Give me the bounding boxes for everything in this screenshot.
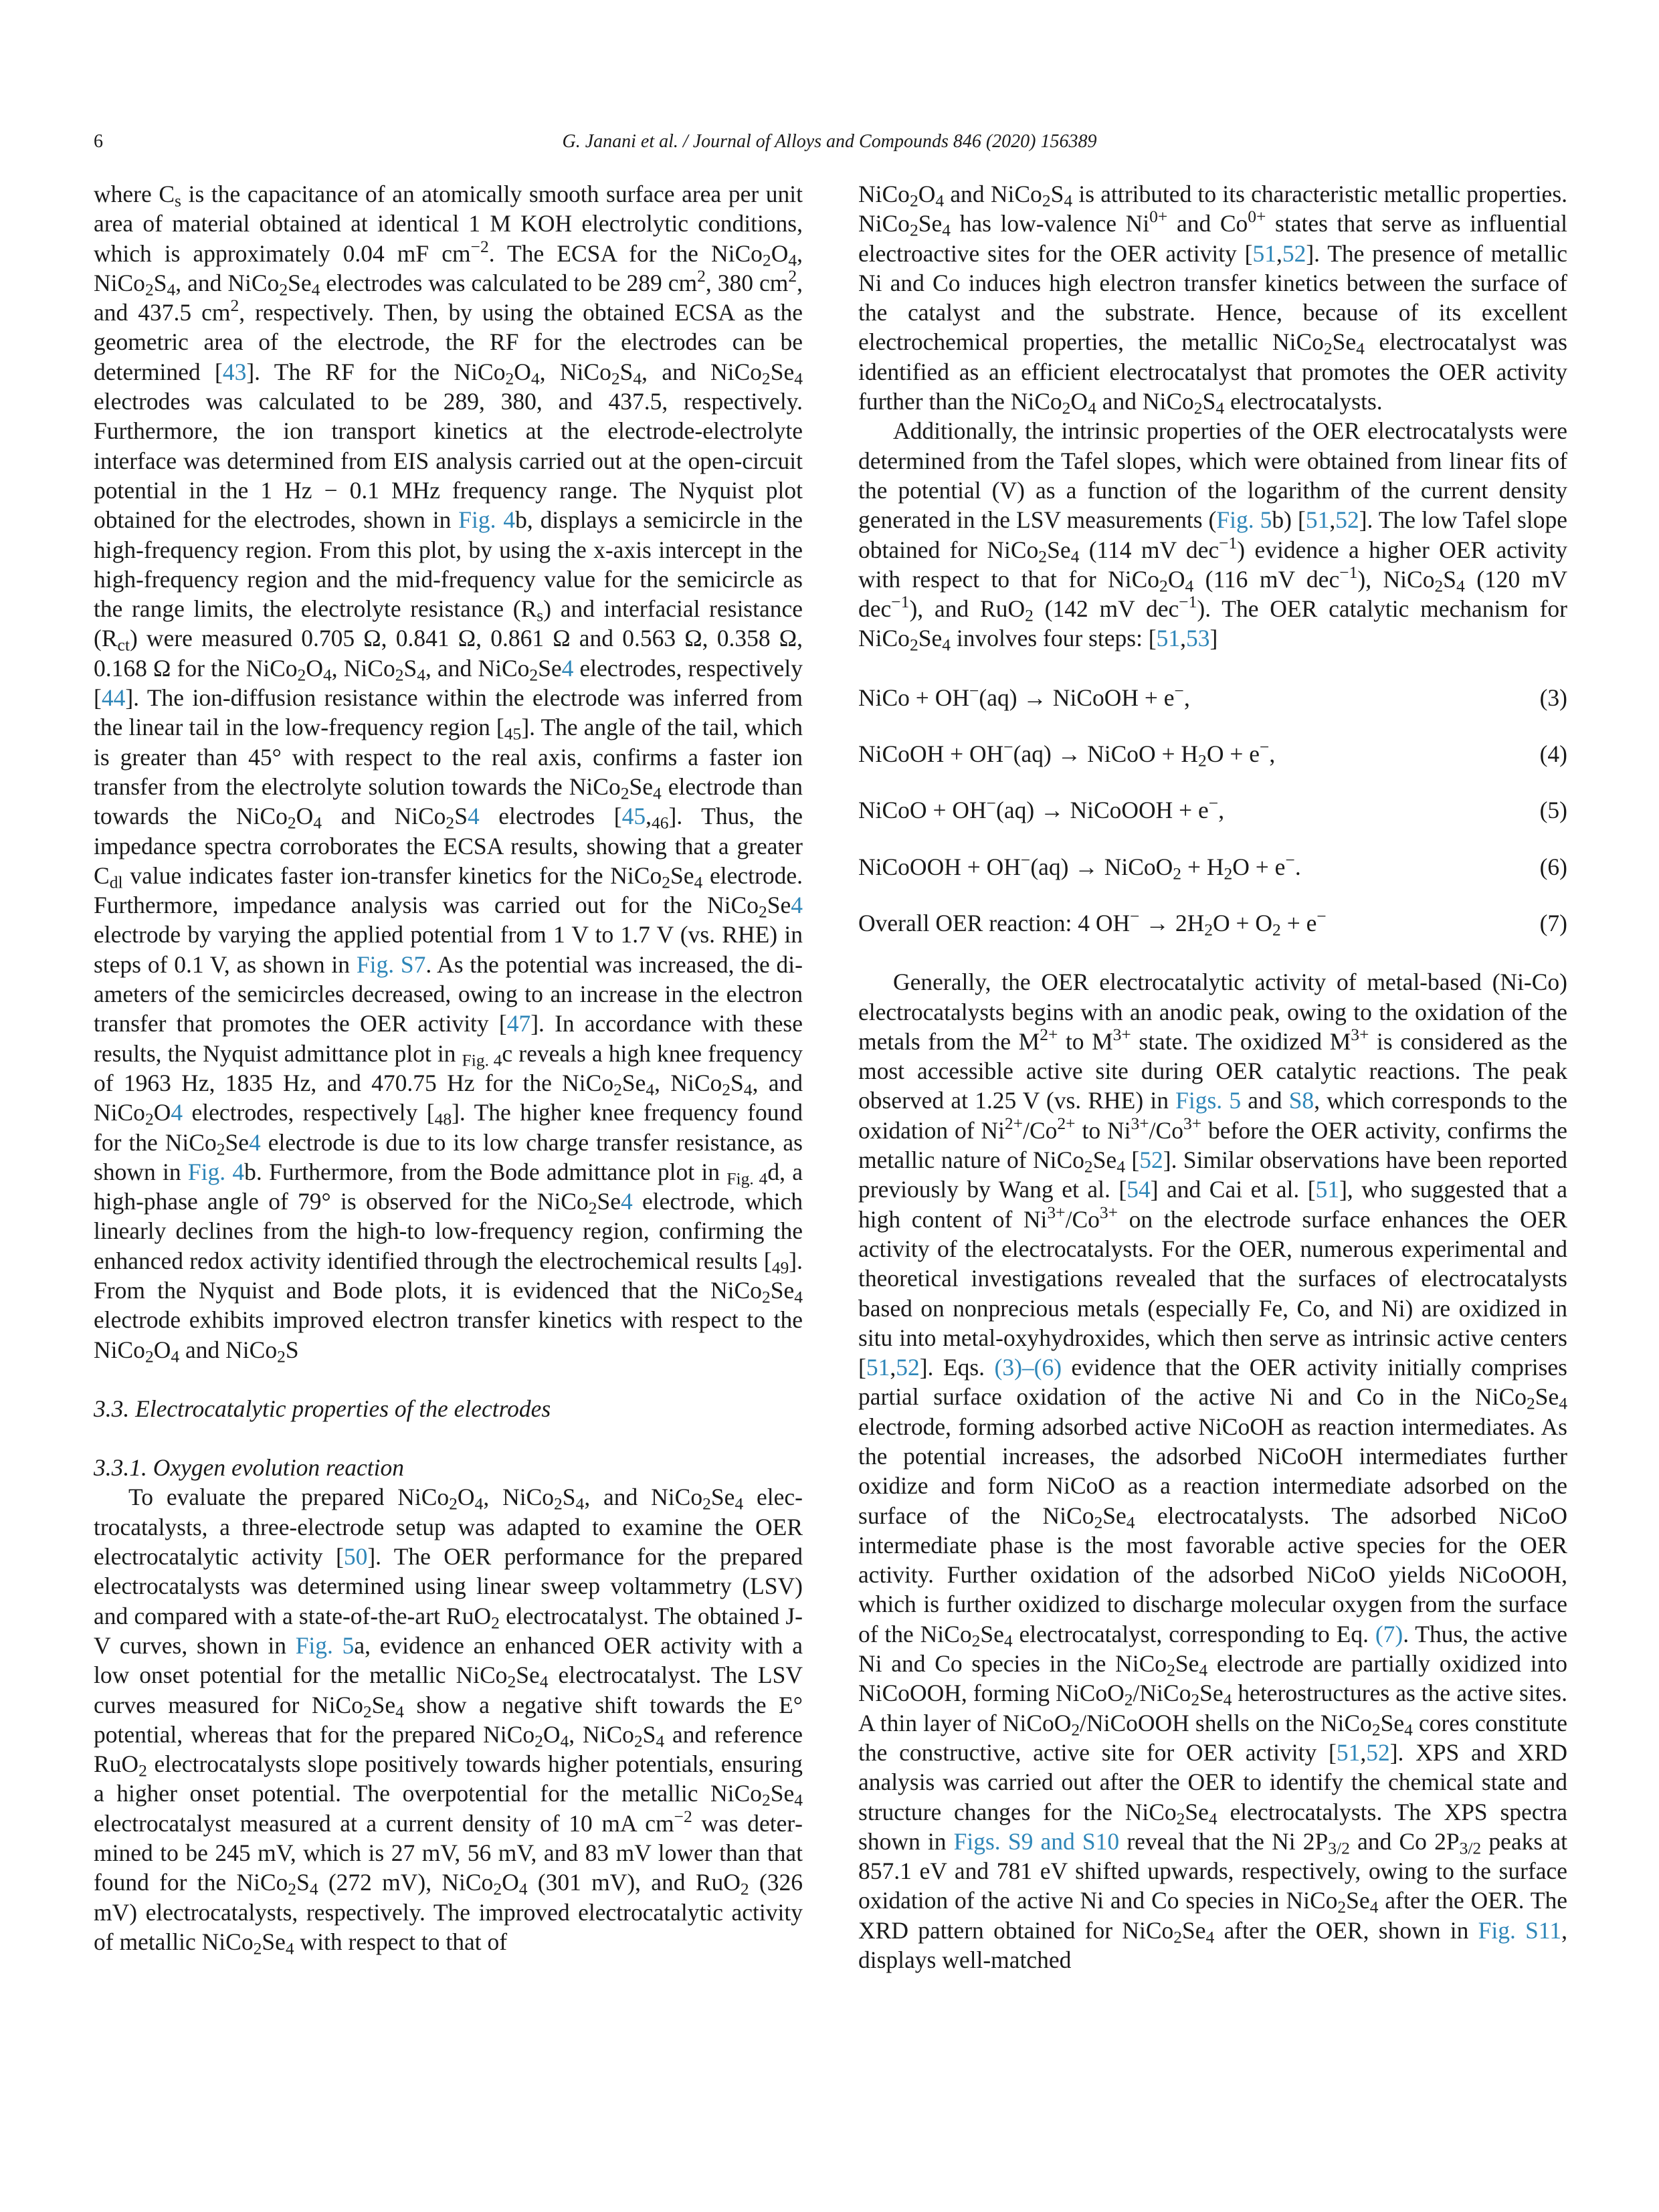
equation-number: (5) [1539,797,1567,824]
ref-link[interactable]: 51 [1315,1176,1340,1203]
figure-link[interactable]: 4 [249,1128,261,1156]
equation-3 [858,680,1567,712]
equation-number: (4) [1539,740,1567,768]
running-title: G. Janani et al. / Journal of Alloys and Compounds 846 (2020) 156389 [562,131,1097,152]
figure-link[interactable]: Fig. 5 [1216,506,1272,534]
paragraph-tafel: Additionally, the intrinsic properties of the OER electrocatalysts were determined from the Tafel slopes, which were obtained from linear fits of the potential (V) as a function of the logarithm of the current density generated in the LSV measurements (Fig. 5b) [51,52]. The low Tafel slope obtained for $NiCo_2Se_4$ (114 mV dec$^{-1}$) evidence a higher OER activity with respect to that for $NiCo_2O_4$ (116 mV dec$^{-1}$), $NiCo_2S_4$ (120 mV dec$^{-1}$), and RuO$_2$ (142 mV dec$^{-1}$). The OER catalytic mechanism for $NiCo_2Se_4$ involves four steps: [51,53] [858,417,1567,655]
figure-link[interactable]: 47 [506,1010,531,1037]
equation-number: (3) [1539,684,1567,711]
equation-body: Overall OER reaction: 4 $OH^- \to 2H_2O + O_2 + e^-$ [858,906,1327,940]
equation-body: NiCoOH + OH−(aq) → NiCoO + $H_2O + e^-$, [858,737,1276,771]
section-heading: 3.3. Electrocatalytic properties of the electrodes [94,1395,551,1422]
subsection-heading: 3.3.1. Oxygen evolution reaction [94,1454,404,1482]
equation-body: NiCo + OH−(aq) → NiCoOH + e−, [858,680,1190,711]
left-column [94,179,803,1956]
ref-link[interactable]: 51 [1305,506,1330,534]
ref-link[interactable]: 52 [1282,239,1306,267]
paragraph-metallic: $NiCo_2O_4$ and $NiCo_2S_4$ is attributed to its characteristic metallic properties. $NiCo_2Se_4$ has low-valence $Ni^{0+}$ and $Co^{0+}$ states that serve as influential electroactive sites for the OER activity [51,52]. The presence of metallic Ni and Co induces high electron transfer kinetics between the surface of the catalyst and the substrate. Hence, because of its excellent electrochemical properties, the metallic $NiCo_2Se_4$ electrocatalyst was identified as an efficient electrocatalyst that promotes the OER activity further than the $NiCo_2O_4$ and $NiCo_2S_4$ electrocatalysts. [858,181,1568,418]
ref-link[interactable]: Fig. S7 [356,950,426,978]
equation-number: (6) [1539,853,1567,880]
ref-link[interactable]: 52 [1335,506,1359,534]
ref-link[interactable]: 54 [1127,1176,1151,1203]
equation-number: (7) [1539,909,1567,936]
right-column [858,179,1567,1975]
ref-link[interactable]: 4 [467,803,480,830]
ref-link[interactable]: 45 [621,803,646,830]
equation-6 [858,849,1567,884]
ref-link[interactable]: 51 [1336,1738,1361,1766]
equation-link[interactable]: (3)–(6) [994,1354,1062,1381]
figure-link[interactable]: Fig. 4 [187,1158,245,1185]
ref-link[interactable]: 53 [1186,625,1210,652]
figure-link[interactable]: Figs. 5 [1175,1087,1242,1114]
equation-link[interactable]: (7) [1375,1620,1403,1647]
ref-link[interactable]: 4 [171,1099,183,1126]
ref-link[interactable]: 43 [222,358,247,385]
figure-link[interactable]: Figs. S9 and S10 [953,1827,1120,1855]
ref-link[interactable]: 51 [1252,239,1276,267]
ref-link[interactable]: 44 [101,684,126,712]
ref-link[interactable]: 4 [620,1188,633,1215]
figure-link[interactable]: S8 [1288,1087,1314,1114]
ref-link[interactable]: 50 [343,1543,368,1571]
ref-link[interactable]: 51 [866,1354,890,1381]
page-header [0,131,1659,158]
ref-link[interactable]: 52 [896,1354,920,1381]
figure-link[interactable]: Fig. 5 [295,1631,355,1659]
paragraph-oer-lsv: To evaluate the prepared $NiCo_2O_4$, $NiCo_2S_4$, and $NiCo_2Se_4$ electrocatalysts, a three-electrode setup was adapted to examine the OER electrocatalytic activity [50]. The OER performance for the prepared electrocatalysts was determined using linear sweep voltammetry (LSV) and compared with a state-of-the-art RuO$_2$ electrocatalyst. The obtained J-V curves, shown in Fig. 5a, evidence an enhanced OER activity with a low onset potential for the metallic $NiCo_2Se_4$ electrocatalyst. The LSV curves measured for $NiCo_2Se_4$ show a negative shift towards the E° potential, whereas that for the prepared $NiCo_2O_4$, $NiCo_2S_4$ and reference RuO$_2$ electrocatalysts slope positively towards higher potentials, ensuring a higher onset potential. The overpotential for the metallic $NiCo_2Se_4$ electrocatalyst measured at a current density of 10 mA $cm^{-2}$ was determined to be 245 mV, which is 27 mV, 56 mV, and 83 mV lower than that found for the $NiCo_2S_4$ (272 mV), $NiCo_2O_4$ (301 mV), and RuO$_2$ (326 mV) electrocatalysts, respectively. The improved electrocatalytic activity of metallic $NiCo_2Se_4$ with respect to that of [94,1484,803,1958]
figure-link[interactable]: Fig. S11 [1478,1916,1562,1944]
equation-5 [858,795,1567,825]
equation-7 [858,908,1567,938]
ref-link[interactable]: 52 [1139,1146,1163,1174]
page-number: 6 [94,131,103,152]
ref-link[interactable]: 4 [561,654,574,682]
figure-link[interactable]: 4 [791,892,803,919]
figure-link[interactable]: Fig. 4 [458,506,516,534]
ref-link[interactable]: 52 [1366,1738,1390,1766]
equation-4 [858,739,1567,769]
equation-body: NiCoOOH + OH−(aq) → NiCoO$_2$ + $H_2O + e^-$. [858,849,1301,884]
equation-body: NiCoO + OH−(aq) → NiCoOOH + e−, [858,793,1225,824]
paragraph-ecsa-eis: where $C_s$ is the capacitance of an atomically smooth surface area per unit area of material obtained at identical 1 M KOH electrolytic conditions, which is approximately 0.04 mF $cm^{-2}$. The ECSA for the $NiCo_2O_4$, $NiCo_2S_4$, and $NiCo_2Se_4$ electrodes was calculated to be 289 $cm^2$, 380 $cm^2$, and 437.5 $cm^2$, respectively. Then, by using the obtained ECSA as the geometric area of the electrode, the RF for the electrodes can be determined [43]. The RF for the $NiCo_2O_4$, $NiCo_2S_4$, and $NiCo_2Se_4$ electrodes was calculated to be 289, 380, and 437.5, respectively. Furthermore, the ion transport kinetics at the electrode-electrolyte interface was determined from EIS analysis carried out at the open-circuit potential in the 1 Hz − 0.1 MHz frequency range. The Nyquist plot obtained for the electrodes, shown in Fig. 4b, displays a semicircle in the high-frequency region. From this plot, by using the x-axis intercept in the high-frequency region and the mid-frequency value for the semicircle as the range limits, the electrolyte resistance $(R_s)$ and interfacial resistance $(R_{ct})$ were measured 0.705 Ω, 0.841 Ω, 0.861 Ω and 0.563 Ω, 0.358 Ω, 0.168 Ω for the $NiCo_2O_4$, $NiCo_2S_4$, and NiCo$_2$Se4 electrodes, respectively [44]. The ion-diffusion resistance within the electrode was inferred from the linear tail in the low-frequency region $[_{45}]$. The angle of the tail, which is greater than 45° with respect to the real axis, confirms a faster ion transfer from the electrolyte solution towards the $NiCo_2Se_4$ electrode than towards the $NiCo_2O_4$ and NiCo$_2$S4 electrodes $[45,_{46}]$. Thus, the impedance spectra corroborates the ECSA results, showing that a greater $C_{dl}$ value indicates faster ion-transfer kinetics for the $NiCo_2Se_4$ electrode. Furthermore, impedance analysis was carried out for the NiCo$_2$Se4 electrode by varying the applied potential from 1 V to 1.7 V (vs. RHE) in steps of 0.1 V, as shown in Fig. S7. As the potential was increased, the diameters of the semicircles decreased, owing to an increase in the electron transfer that promotes the OER activity [47]. In accordance with these results, the Nyquist admittance plot in $_{Fig. 4}$c reveals a high knee frequency of 1963 Hz, 1835 Hz, and 470.75 Hz for the $NiCo_2Se_4$, $NiCo_2S_4$, and NiCo$_2$O4 electrodes, respectively $[_{48}]$. The higher knee frequency found for the NiCo$_2$Se4 electrode is due to its low charge transfer resistance, as shown in Fig. 4b. Furthermore, from the Bode admittance plot in $_{Fig. 4}$d, a high-phase angle of 79° is observed for the NiCo$_2$Se4 electrode, which linearly declines from the high-to low-frequency region, confirming the enhanced redox activity identified through the electrochemical results $[_{49}]$. From the Nyquist and Bode plots, it is evidenced that the $NiCo_2Se_4$ electrode exhibits improved electron transfer kinetics with respect to the $NiCo_2O_4$ and NiCo$_2$S [94,181,803,1366]
ref-link[interactable]: 51 [1156,625,1181,652]
paragraph-mechanism: Generally, the OER electrocatalytic activity of metal-based (Ni-Co) electrocatalysts begins with an anodic peak, owing to the oxidation of the metals from the $M^{2+}$ to $M^{3+}$ state. The oxidized $M^{3+}$ is considered as the most accessible active site during OER catalytic reactions. The peak observed at 1.25 V (vs. RHE) in Figs. 5 and S8, which corresponds to the oxidation of $Ni^{2+}/Co^{2+}$ to $Ni^{3+}/Co^{3+}$ before the OER activity, confirms the metallic nature of $NiCo_2Se_4$ [52]. Similar observations have been reported previously by Wang et al. [54] and Cai et al. [51], who suggested that a high content of $Ni^{3+}/Co^{3+}$ on the electrode surface enhances the OER activity of the electrocatalysts. For the OER, numerous experimental and theoretical investigations revealed that the surfaces of electrocatalysts based on nonprecious metals (especially Fe, Co, and Ni) are oxidized in situ into metal-oxyhydroxides, which then serve as intrinsic active centers [51,52]. Eqs. (3)–(6) evidence that the OER activity initially comprises partial surface oxidation of the active Ni and Co in the $NiCo_2Se_4$ electrode, forming adsorbed active NiCoOH as reaction intermediates. As the potential increases, the adsorbed NiCoOH intermediates further oxidize and form NiCoO as a reaction intermediate adsorbed on the surface of the $NiCo_2Se_4$ electrocatalysts. The adsorbed NiCoO intermediate phase is the most favorable active species for the OER activity. Further oxidation of the adsorbed NiCoO yields NiCoOOH, which is further oxidized to discharge molecular oxygen from the surface of the $NiCo_2Se_4$ electrocatalyst, corresponding to Eq. (7). Thus, the active Ni and Co species in the $NiCo_2Se_4$ electrode are partially oxidized into NiCoOOH, forming $NiCoO_2/NiCo_2Se_4$ heterostructures as the active sites. A thin layer of NiCoO$_2$/NiCoOOH shells on the $NiCo_2Se_4$ cores constitute the constructive, active site for OER activity [51,52]. XPS and XRD analysis was carried out after the OER to identify the chemical state and structure changes for the $NiCo_2Se_4$ electrocatalysts. The XPS spectra shown in Figs. S9 and S10 reveal that the Ni $2P_{3/2}$ and Co $2P_{3/2}$ peaks at 857.1 eV and 781 eV shifted upwards, respectively, owing to the surface oxidation of the active Ni and Co species in $NiCo_2Se_4$ after the OER. The XRD pattern obtained for $NiCo_2Se_4$ after the OER, shown in Fig. S11, displays well-matched [858,969,1568,1974]
